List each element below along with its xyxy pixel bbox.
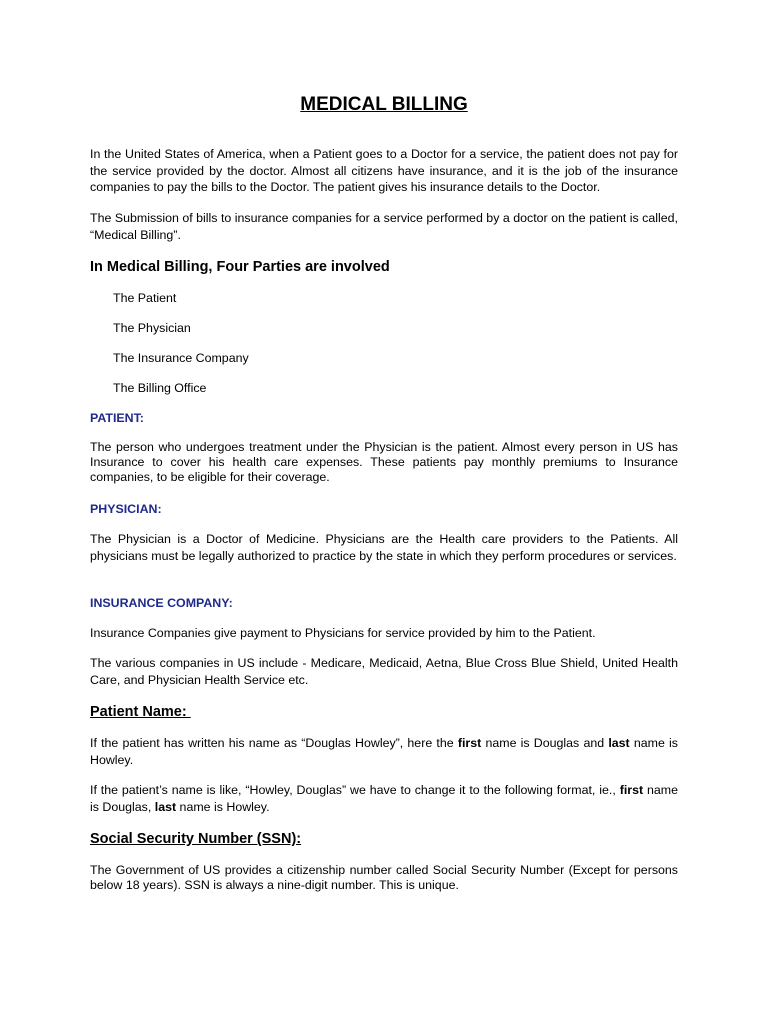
insurance-heading: INSURANCE COMPANY: <box>90 596 233 610</box>
patient-name-paragraph-1: If the patient has written his name as “Douglas Howley”, here the first name is Douglas and last name is Howley. <box>90 736 679 767</box>
physician-heading: PHYSICIAN: <box>90 502 162 516</box>
insurance-paragraph-2: The various companies in US include - Medicare, Medicaid, Aetna, Blue Cross Blue Shield, United Health Care, and Physician Health Service etc. <box>90 656 678 687</box>
ssn-paragraph: The Government of US provides a citizenship number called Social Security Number (Except for persons below 18 years). SSN is always a nine-digit number. This is unique. <box>90 863 678 892</box>
insurance-paragraph-1: Insurance Companies give payment to Physicians for service provided by him to the Patient. <box>90 626 596 640</box>
patient-name-heading: Patient Name: <box>90 704 191 720</box>
bold-first: first <box>619 783 644 797</box>
party-item-physician: The Physician <box>113 321 191 335</box>
party-item-billing-office: The Billing Office <box>113 381 207 395</box>
ssn-heading: Social Security Number (SSN): <box>90 831 302 847</box>
patient-heading: PATIENT: <box>90 411 144 425</box>
intro-paragraph-2: The Submission of bills to insurance companies for a service performed by a doctor on the patient is called, “Medical Billing”. <box>90 211 678 242</box>
physician-paragraph: The Physician is a Doctor of Medicine. Physicians are the Health care providers to the Patients. All physicians must be legally authorized to practice by the state in which they perform procedures or services. <box>90 532 678 563</box>
bold-last: last <box>154 799 177 814</box>
party-item-insurance: The Insurance Company <box>113 351 249 365</box>
bold-last: last <box>608 736 630 750</box>
bold-first: first <box>457 736 482 750</box>
intro-paragraph-1: In the United States of America, when a Patient goes to a Doctor for a service, the patient does not pay for the service provided by the doctor. Almost all citizens have insurance, and it is the job of the insurance companies to pay the bills to the Doctor. The patient gives his insurance details to the Doctor. <box>90 147 678 194</box>
party-item-patient: The Patient <box>113 291 177 305</box>
patient-paragraph: The person who undergoes treatment under the Physician is the patient. Almost every person in US has Insurance to cover his health care expenses. These patients pay monthly premiums to Insurance companies, to be eligible for their coverage. <box>90 440 678 484</box>
parties-heading: In Medical Billing, Four Parties are involved <box>90 259 390 275</box>
patient-name-paragraph-2: If the patient’s name is like, “Howley, Douglas” we have to change it to the following format, ie., first name is Douglas, last name is Howley. <box>90 783 678 814</box>
page-title: MEDICAL BILLING <box>300 94 468 115</box>
